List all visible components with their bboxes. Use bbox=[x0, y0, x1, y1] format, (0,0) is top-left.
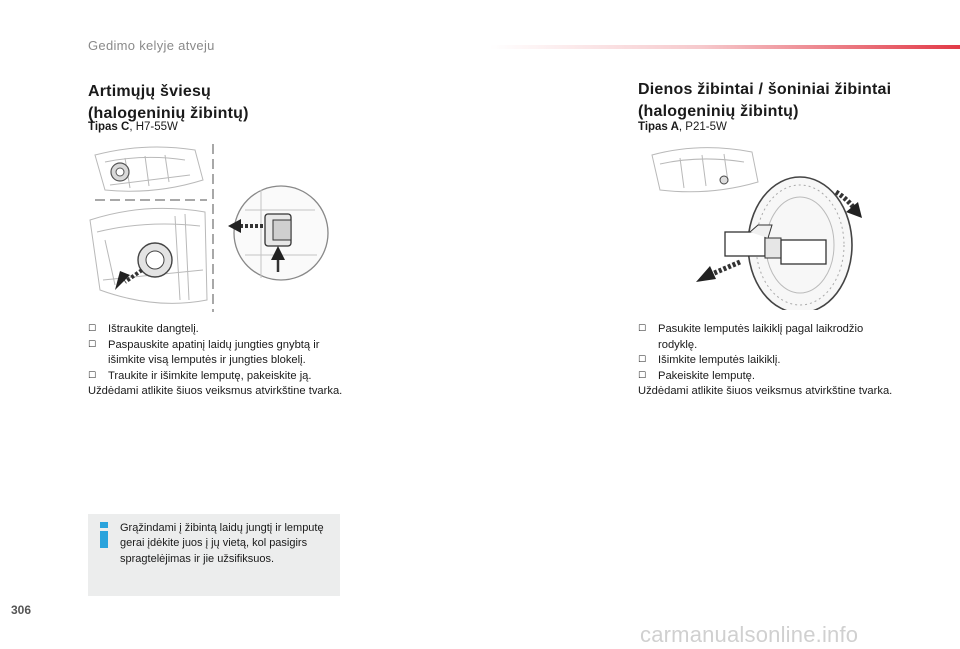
checkbox-bullet-icon: ☐ bbox=[88, 370, 97, 381]
left-type-value: , H7-55W bbox=[129, 121, 178, 133]
list-item: ☐ Pakeiskite lemputę. bbox=[638, 369, 898, 385]
checkbox-bullet-icon: ☐ bbox=[88, 324, 97, 334]
list-item: ☐ Išimkite lemputės laikiklį. bbox=[638, 353, 898, 369]
section-title: Gedimo kelyje atveju bbox=[88, 38, 215, 53]
left-heading-line1: Artimųjų šviesų bbox=[88, 83, 212, 100]
right-type-value: , P21-5W bbox=[678, 121, 727, 133]
list-item: ☐ Ištraukite dangtelį. bbox=[88, 322, 348, 338]
info-icon bbox=[98, 522, 110, 548]
right-heading-line1: Dienos žibintai / šoniniai žibintai bbox=[638, 81, 892, 98]
right-heading-line2: (halogeninių žibintų) bbox=[638, 103, 799, 120]
right-closing-text: Uždėdami atlikite šiuos veiksmus atvirkštine tvarka. bbox=[638, 385, 893, 398]
right-steps bbox=[638, 322, 898, 400]
headlamp-low-beam-illustration bbox=[85, 140, 335, 315]
checkbox-bullet-icon: ☐ bbox=[638, 355, 647, 366]
page-number: 306 bbox=[11, 603, 32, 617]
right-bulb-type bbox=[638, 121, 727, 133]
left-heading bbox=[88, 81, 348, 125]
header-accent-line bbox=[490, 45, 960, 49]
right-type-label: Tipas A bbox=[638, 121, 679, 133]
left-heading-line2: (halogeninių žibintų) bbox=[88, 105, 249, 122]
watermark: carmanualsonline.info bbox=[640, 622, 859, 647]
list-item: ☐ Pasukite lemputės laikiklį pagal laikrodžio rodyklę. bbox=[638, 323, 864, 351]
daytime-light-illustration bbox=[640, 140, 880, 310]
list-item: ☐ Traukite ir išimkite lemputę, pakeiskite ją. bbox=[88, 369, 348, 385]
left-bulb-type bbox=[88, 121, 178, 133]
left-steps bbox=[88, 322, 348, 400]
info-note-text: Grąžindami į žibintą laidų jungtį ir lemputę gerai įdėkite juos į jų vietą, kol pasigirs spragtelėjimas ir jie užsifiksuos. bbox=[120, 522, 324, 565]
list-item: ☐ Paspauskite apatinį laidų jungties gnybtą ir išimkite visą lemputės ir jungties blokelį. bbox=[88, 338, 320, 367]
checkbox-bullet-icon: ☐ bbox=[638, 324, 647, 334]
left-type-label: Tipas C bbox=[88, 121, 130, 133]
left-closing-text: Uždėdami atlikite šiuos veiksmus atvirkštine tvarka. bbox=[88, 385, 343, 398]
info-note bbox=[88, 514, 340, 596]
checkbox-bullet-icon: ☐ bbox=[88, 339, 97, 350]
checkbox-bullet-icon: ☐ bbox=[638, 370, 647, 381]
right-heading bbox=[638, 79, 918, 123]
